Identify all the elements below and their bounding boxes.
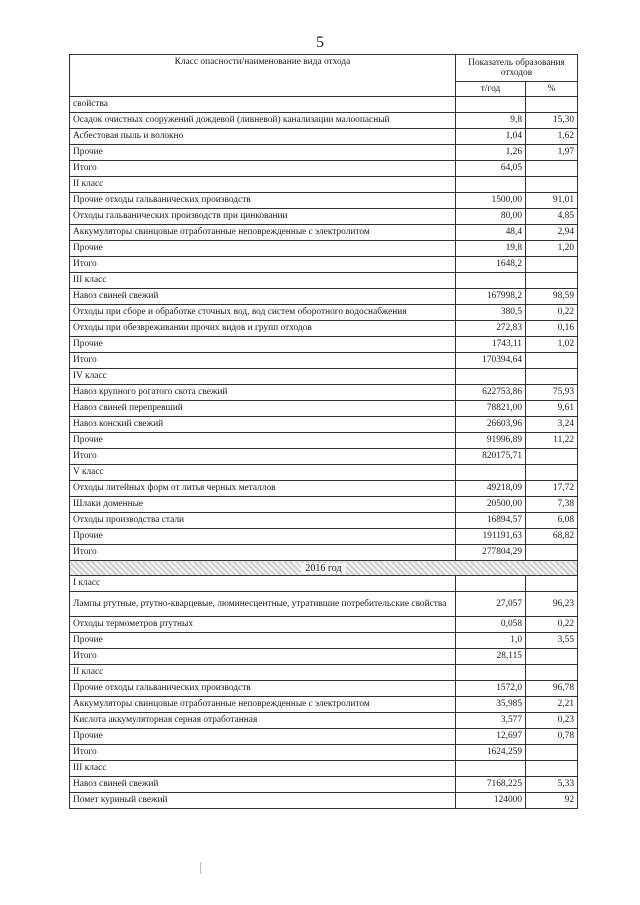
row-tons: 167998,2 bbox=[456, 289, 526, 305]
table-row bbox=[70, 481, 578, 497]
table-row bbox=[70, 337, 578, 353]
row-label: Отходы гальванических производств при цинковании bbox=[70, 209, 456, 225]
row-label: Итого bbox=[70, 449, 456, 465]
row-tons: 1,26 bbox=[456, 145, 526, 161]
row-label: Прочие bbox=[70, 145, 456, 161]
table-row bbox=[70, 513, 578, 529]
row-percent bbox=[526, 353, 578, 369]
row-label: Кислота аккумуляторная серная отработанная bbox=[70, 713, 456, 729]
row-label: свойства bbox=[70, 97, 456, 113]
table-row bbox=[70, 401, 578, 417]
row-percent: 15,30 bbox=[526, 113, 578, 129]
row-label: Итого bbox=[70, 545, 456, 561]
row-tons bbox=[456, 761, 526, 777]
row-tons bbox=[456, 273, 526, 289]
row-label: Помет куриный свежий bbox=[70, 793, 456, 809]
row-tons: 26603,96 bbox=[456, 417, 526, 433]
row-label: Навоз свиней свежий bbox=[70, 777, 456, 793]
row-label: Прочие отходы гальванических производств bbox=[70, 193, 456, 209]
row-percent bbox=[526, 97, 578, 113]
row-tons: 1500,00 bbox=[456, 193, 526, 209]
row-percent: 68,82 bbox=[526, 529, 578, 545]
row-tons: 124000 bbox=[456, 793, 526, 809]
row-tons bbox=[456, 465, 526, 481]
row-tons: 0,058 bbox=[456, 617, 526, 633]
table-row bbox=[70, 649, 578, 665]
table-row bbox=[70, 177, 578, 193]
table-row bbox=[70, 576, 578, 592]
row-label: Навоз свиней перепревший bbox=[70, 401, 456, 417]
table-row bbox=[70, 681, 578, 697]
table-row bbox=[70, 793, 578, 809]
table-row bbox=[70, 617, 578, 633]
row-percent: 0,16 bbox=[526, 321, 578, 337]
row-label: III класс bbox=[70, 761, 456, 777]
table-row bbox=[70, 592, 578, 617]
table-row bbox=[70, 697, 578, 713]
row-tons bbox=[456, 576, 526, 592]
row-percent: 96,78 bbox=[526, 681, 578, 697]
table-row bbox=[70, 385, 578, 401]
row-tons: 19,8 bbox=[456, 241, 526, 257]
row-tons: 20500,00 bbox=[456, 497, 526, 513]
table-row bbox=[70, 529, 578, 545]
row-label: Навоз конский свежий bbox=[70, 417, 456, 433]
table-row bbox=[70, 209, 578, 225]
row-percent: 11,22 bbox=[526, 433, 578, 449]
row-tons: 622753,86 bbox=[456, 385, 526, 401]
row-label: Асбестовая пыль и волокно bbox=[70, 129, 456, 145]
row-label: Прочие bbox=[70, 337, 456, 353]
header-indicator: Показатель образования отходов bbox=[456, 55, 578, 82]
row-percent bbox=[526, 665, 578, 681]
row-label: Аккумуляторы свинцовые отработанные неповрежденные с электролитом bbox=[70, 225, 456, 241]
row-tons: 170394,64 bbox=[456, 353, 526, 369]
row-label: Прочие bbox=[70, 241, 456, 257]
year-separator-cell bbox=[70, 561, 578, 576]
row-tons bbox=[456, 97, 526, 113]
row-tons: 91996,89 bbox=[456, 433, 526, 449]
row-percent: 1,02 bbox=[526, 337, 578, 353]
row-label: IV класс bbox=[70, 369, 456, 385]
row-percent: 1,20 bbox=[526, 241, 578, 257]
row-label: Навоз крупного рогатого скота свежий bbox=[70, 385, 456, 401]
row-tons bbox=[456, 177, 526, 193]
year-label: 2016 год bbox=[301, 563, 345, 574]
table-row bbox=[70, 433, 578, 449]
row-tons: 1624,259 bbox=[456, 745, 526, 761]
row-label: Отходы производства стали bbox=[70, 513, 456, 529]
table-row bbox=[70, 321, 578, 337]
table-row bbox=[70, 161, 578, 177]
table-header-row bbox=[70, 55, 578, 82]
row-tons bbox=[456, 665, 526, 681]
row-label: II класс bbox=[70, 665, 456, 681]
row-percent: 1,62 bbox=[526, 129, 578, 145]
table-row bbox=[70, 417, 578, 433]
row-percent: 9,61 bbox=[526, 401, 578, 417]
scan-mark bbox=[200, 862, 201, 874]
row-percent bbox=[526, 161, 578, 177]
row-tons bbox=[456, 369, 526, 385]
row-label: II класс bbox=[70, 177, 456, 193]
row-tons: 49218,09 bbox=[456, 481, 526, 497]
row-percent: 2,94 bbox=[526, 225, 578, 241]
row-tons: 272,83 bbox=[456, 321, 526, 337]
row-percent bbox=[526, 761, 578, 777]
row-percent: 96,23 bbox=[526, 592, 578, 617]
row-tons: 9,8 bbox=[456, 113, 526, 129]
row-tons: 48,4 bbox=[456, 225, 526, 241]
table-row bbox=[70, 633, 578, 649]
row-percent: 7,38 bbox=[526, 497, 578, 513]
row-label: Отходы термометров ртутных bbox=[70, 617, 456, 633]
row-label: Итого bbox=[70, 649, 456, 665]
row-percent bbox=[526, 576, 578, 592]
row-percent: 3,55 bbox=[526, 633, 578, 649]
row-percent: 92 bbox=[526, 793, 578, 809]
table-row bbox=[70, 305, 578, 321]
row-percent: 4,85 bbox=[526, 209, 578, 225]
table-row bbox=[70, 225, 578, 241]
table-row bbox=[70, 257, 578, 273]
header-unit-pct: % bbox=[526, 82, 578, 97]
table-row bbox=[70, 369, 578, 385]
row-percent: 1,97 bbox=[526, 145, 578, 161]
row-tons: 380,5 bbox=[456, 305, 526, 321]
year-separator-row bbox=[70, 561, 578, 576]
row-tons: 191191,63 bbox=[456, 529, 526, 545]
row-percent bbox=[526, 449, 578, 465]
row-label: Прочие bbox=[70, 633, 456, 649]
row-label: Итого bbox=[70, 745, 456, 761]
row-tons: 12,697 bbox=[456, 729, 526, 745]
row-label: Итого bbox=[70, 353, 456, 369]
row-label: Прочие отходы гальванических производств bbox=[70, 681, 456, 697]
row-tons: 1,0 bbox=[456, 633, 526, 649]
row-percent: 0,22 bbox=[526, 305, 578, 321]
row-tons: 78821,00 bbox=[456, 401, 526, 417]
row-percent: 6,08 bbox=[526, 513, 578, 529]
row-label: Отходы при обезвреживании прочих видов и групп отходов bbox=[70, 321, 456, 337]
header-class-column: Класс опасности/наименование вида отхода bbox=[70, 55, 456, 97]
row-tons: 7168,225 bbox=[456, 777, 526, 793]
table-row bbox=[70, 761, 578, 777]
row-tons: 80,00 bbox=[456, 209, 526, 225]
row-percent: 75,93 bbox=[526, 385, 578, 401]
row-label: Лампы ртутные, ртутно-кварцевые, люминесцентные, утратившие потребительские свойства bbox=[70, 592, 456, 617]
row-label: Отходы при сборе и обработке сточных вод, вод систем оборотного водоснабжения bbox=[70, 305, 456, 321]
row-percent bbox=[526, 257, 578, 273]
row-label: Навоз свиней свежий bbox=[70, 289, 456, 305]
row-percent: 17,72 bbox=[526, 481, 578, 497]
row-tons: 64,05 bbox=[456, 161, 526, 177]
table-row bbox=[70, 777, 578, 793]
header-unit-tons: т/год bbox=[456, 82, 526, 97]
row-label: V класс bbox=[70, 465, 456, 481]
row-tons: 35,985 bbox=[456, 697, 526, 713]
row-percent: 91,01 bbox=[526, 193, 578, 209]
row-label: Прочие bbox=[70, 433, 456, 449]
row-tons: 277804,29 bbox=[456, 545, 526, 561]
table-row bbox=[70, 449, 578, 465]
row-percent bbox=[526, 649, 578, 665]
row-percent bbox=[526, 369, 578, 385]
row-percent: 2,21 bbox=[526, 697, 578, 713]
waste-table-body bbox=[70, 55, 578, 809]
row-label: Отходы литейных форм от литья черных металлов bbox=[70, 481, 456, 497]
table-row bbox=[70, 289, 578, 305]
row-tons: 27,057 bbox=[456, 592, 526, 617]
row-tons: 1572,0 bbox=[456, 681, 526, 697]
row-percent bbox=[526, 465, 578, 481]
table-row bbox=[70, 193, 578, 209]
row-percent bbox=[526, 273, 578, 289]
table-row bbox=[70, 545, 578, 561]
table-row bbox=[70, 241, 578, 257]
row-label: Прочие bbox=[70, 729, 456, 745]
row-percent bbox=[526, 177, 578, 193]
waste-table bbox=[69, 54, 578, 809]
row-tons: 1743,11 bbox=[456, 337, 526, 353]
table-row bbox=[70, 273, 578, 289]
row-label: III класс bbox=[70, 273, 456, 289]
row-percent: 98,59 bbox=[526, 289, 578, 305]
row-percent: 0,23 bbox=[526, 713, 578, 729]
table-row bbox=[70, 713, 578, 729]
row-label: I класс bbox=[70, 576, 456, 592]
table-row bbox=[70, 665, 578, 681]
row-tons: 3,577 bbox=[456, 713, 526, 729]
table-row bbox=[70, 145, 578, 161]
row-percent bbox=[526, 545, 578, 561]
page-number: 5 bbox=[316, 34, 324, 51]
table-row bbox=[70, 113, 578, 129]
table-row bbox=[70, 97, 578, 113]
row-percent bbox=[526, 745, 578, 761]
table-row bbox=[70, 729, 578, 745]
row-label: Шлаки доменные bbox=[70, 497, 456, 513]
row-percent: 3,24 bbox=[526, 417, 578, 433]
row-label: Прочие bbox=[70, 529, 456, 545]
table-row bbox=[70, 465, 578, 481]
row-percent: 0,22 bbox=[526, 617, 578, 633]
row-tons: 1648,2 bbox=[456, 257, 526, 273]
table-row bbox=[70, 129, 578, 145]
row-percent: 0,78 bbox=[526, 729, 578, 745]
row-label: Осадок очистных сооружений дождевой (ливневой) канализации малоопасный bbox=[70, 113, 456, 129]
table-row bbox=[70, 497, 578, 513]
row-tons: 28,115 bbox=[456, 649, 526, 665]
row-tons: 820175,71 bbox=[456, 449, 526, 465]
row-label: Итого bbox=[70, 161, 456, 177]
row-tons: 16894,57 bbox=[456, 513, 526, 529]
row-percent: 5,33 bbox=[526, 777, 578, 793]
row-label: Итого bbox=[70, 257, 456, 273]
table-row bbox=[70, 353, 578, 369]
table-row bbox=[70, 745, 578, 761]
row-label: Аккумуляторы свинцовые отработанные неповрежденные с электролитом bbox=[70, 697, 456, 713]
row-tons: 1,04 bbox=[456, 129, 526, 145]
